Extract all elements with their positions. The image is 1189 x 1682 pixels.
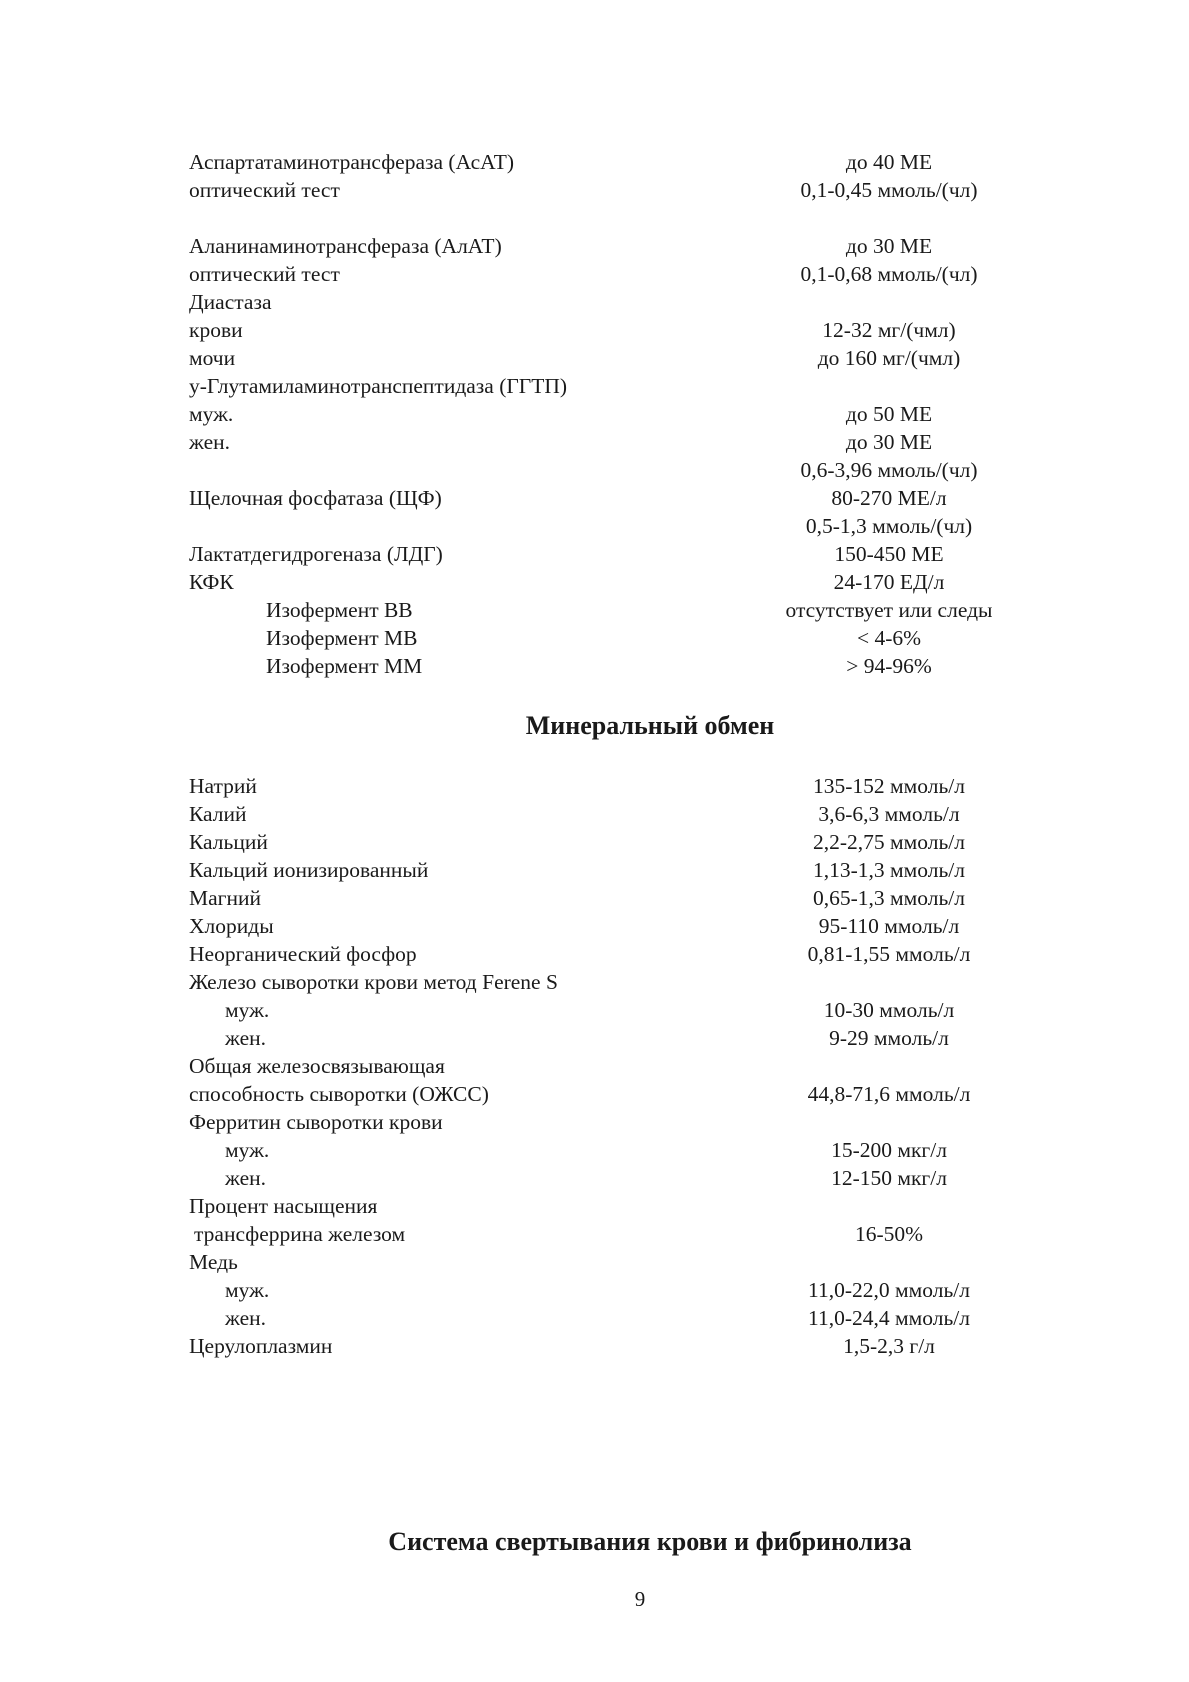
row-label: жен.	[189, 430, 230, 454]
table-row	[189, 540, 1049, 568]
row-value: 15-200 мкг/л	[831, 1138, 947, 1162]
row-label: мочи	[189, 346, 236, 370]
row-label: жен.	[225, 1306, 266, 1330]
row-label: Ферритин сыворотки крови	[189, 1110, 443, 1134]
table-row	[189, 1276, 1049, 1304]
row-value: 1,13-1,3 ммоль/л	[813, 858, 965, 882]
row-value: 135-152 ммоль/л	[813, 774, 965, 798]
row-label: трансферрина железом	[194, 1222, 406, 1246]
row-label: муж.	[225, 998, 270, 1022]
row-value: 0,81-1,55 ммоль/л	[807, 942, 971, 966]
row-value: 3,6-6,3 ммоль/л	[818, 802, 960, 826]
page-number: 9	[634, 1587, 646, 1611]
table-row	[189, 940, 1049, 968]
table-row	[189, 400, 1049, 428]
row-label: Железо сыворотки крови метод Ferene S	[189, 970, 558, 994]
row-value: 0,6-3,96 ммоль/(чл)	[800, 458, 978, 482]
table-row	[189, 344, 1049, 372]
row-value: > 94-96%	[846, 654, 932, 678]
table-row	[189, 996, 1049, 1024]
table-row	[189, 856, 1049, 884]
row-value: до 30 МЕ	[845, 234, 933, 258]
row-label: Аспартатаминотрансфераза (АсАТ)	[189, 150, 515, 174]
table-row	[189, 456, 1049, 484]
row-label: способность сыворотки (ОЖСС)	[189, 1082, 489, 1106]
table-row	[189, 624, 1049, 652]
row-value: до 30 МЕ	[845, 430, 933, 454]
row-label: Изофермент ММ	[266, 654, 423, 678]
row-value: 1,5-2,3 г/л	[843, 1334, 935, 1358]
table-row	[189, 1192, 1049, 1220]
row-label: Хлориды	[189, 914, 274, 938]
row-label: Изофермент ВВ	[266, 598, 413, 622]
row-value: 11,0-24,4 ммоль/л	[808, 1306, 970, 1330]
table-row	[189, 568, 1049, 596]
row-label: Общая железосвязывающая	[189, 1054, 445, 1078]
table-row	[189, 1136, 1049, 1164]
table-row	[189, 912, 1049, 940]
row-label: Натрий	[189, 774, 257, 798]
row-value: 2,2-2,75 ммоль/л	[813, 830, 965, 854]
minerals-table	[189, 772, 1049, 1360]
table-row	[189, 316, 1049, 344]
row-value: 10-30 ммоль/л	[823, 998, 955, 1022]
table-row	[189, 772, 1049, 800]
row-label: Церулоплазмин	[189, 1334, 333, 1358]
row-value: < 4-6%	[856, 626, 922, 650]
row-label: оптический тест	[189, 262, 340, 286]
table-row	[189, 596, 1049, 624]
row-value: 12-150 мкг/л	[831, 1166, 947, 1190]
table-row	[189, 968, 1049, 996]
table-row	[189, 288, 1049, 316]
row-label: Кальций ионизированный	[189, 858, 429, 882]
row-value: отсутствует или следы	[785, 598, 993, 622]
table-row	[189, 1080, 1049, 1108]
table-row	[189, 428, 1049, 456]
row-label: Магний	[189, 886, 261, 910]
row-label: муж.	[225, 1138, 270, 1162]
section-heading-coagulation: Система свертывания крови и фибринолиза	[388, 1527, 912, 1556]
row-label: Процент насыщения	[189, 1194, 378, 1218]
row-value: 12-32 мг/(чмл)	[822, 318, 956, 342]
row-label: Неорганический фосфор	[189, 942, 417, 966]
row-label: муж.	[189, 402, 234, 426]
row-value: 0,1-0,68 ммоль/(чл)	[800, 262, 978, 286]
table-row	[189, 1332, 1049, 1360]
row-value: 95-110 ммоль/л	[818, 914, 960, 938]
row-label: Изофермент МВ	[266, 626, 418, 650]
row-label: Диастаза	[189, 290, 272, 314]
row-value: 16-50%	[854, 1222, 924, 1246]
table-row	[189, 372, 1049, 400]
row-label: Кальций	[189, 830, 268, 854]
row-value: 0,5-1,3 ммоль/(чл)	[805, 514, 973, 538]
section-heading-mineral: Минеральный обмен	[525, 711, 775, 740]
table-row	[189, 884, 1049, 912]
row-label: Медь	[189, 1250, 238, 1274]
row-label: муж.	[225, 1278, 270, 1302]
row-label: Аланинаминотрансфераза (АлАТ)	[189, 234, 502, 258]
table-row	[189, 204, 1049, 232]
row-value: до 160 мг/(чмл)	[817, 346, 961, 370]
enzymes-table	[189, 148, 1049, 680]
row-label: Лактатдегидрогеназа (ЛДГ)	[189, 542, 443, 566]
table-row	[189, 1024, 1049, 1052]
table-row	[189, 828, 1049, 856]
table-row	[189, 484, 1049, 512]
row-label: оптический тест	[189, 178, 340, 202]
row-label: жен.	[225, 1026, 266, 1050]
row-value: 44,8-71,6 ммоль/л	[807, 1082, 971, 1106]
table-row	[189, 260, 1049, 288]
row-value: 0,65-1,3 ммоль/л	[813, 886, 965, 910]
row-value: 0,1-0,45 ммоль/(чл)	[800, 178, 978, 202]
row-value: 80-270 МЕ/л	[831, 486, 947, 510]
table-row	[189, 512, 1049, 540]
table-row	[189, 148, 1049, 176]
row-label: жен.	[225, 1166, 266, 1190]
table-row	[189, 1248, 1049, 1276]
table-row	[189, 1220, 1049, 1248]
row-label: Калий	[189, 802, 247, 826]
row-label: крови	[189, 318, 243, 342]
row-label: Щелочная фосфатаза (ЩФ)	[189, 486, 442, 510]
table-row	[189, 1304, 1049, 1332]
table-row	[189, 1108, 1049, 1136]
table-row	[189, 1164, 1049, 1192]
row-value: 24-170 ЕД/л	[833, 570, 945, 594]
table-row	[189, 800, 1049, 828]
row-label: КФК	[189, 570, 234, 594]
row-value: 9-29 ммоль/л	[829, 1026, 949, 1050]
row-value: до 50 МЕ	[845, 402, 933, 426]
row-label: у-Глутамиламинотранспептидаза (ГГТП)	[189, 374, 568, 398]
row-value: 11,0-22,0 ммоль/л	[808, 1278, 970, 1302]
table-row	[189, 176, 1049, 204]
table-row	[189, 232, 1049, 260]
table-row	[189, 1052, 1049, 1080]
row-value: 150-450 МЕ	[834, 542, 944, 566]
table-row	[189, 652, 1049, 680]
row-value: до 40 МЕ	[845, 150, 933, 174]
